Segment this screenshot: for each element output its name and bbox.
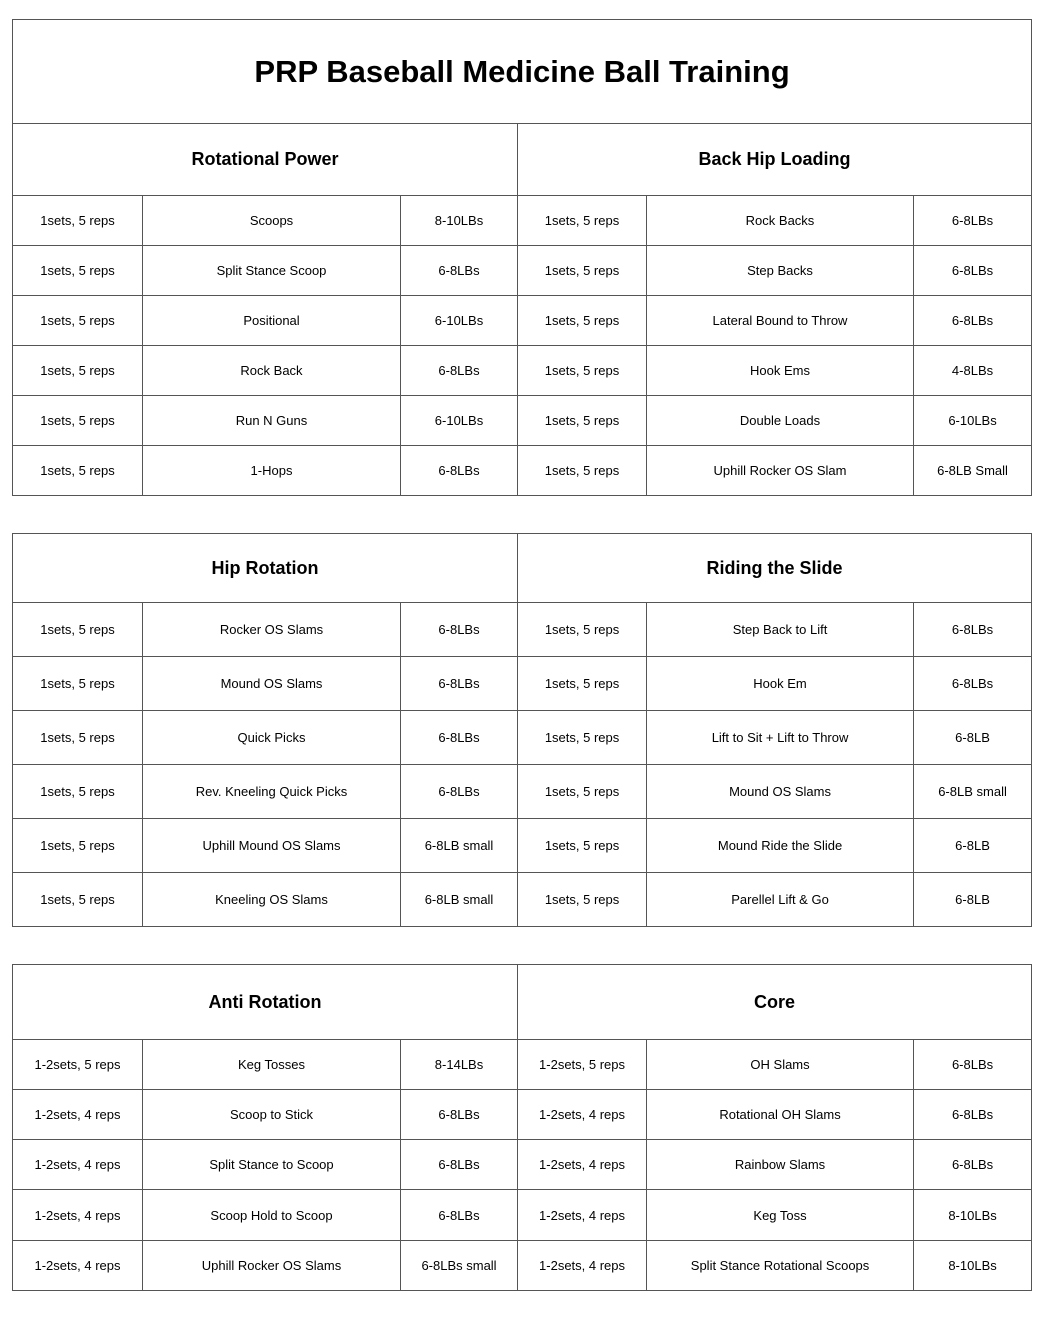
sets-cell: 1-2sets, 4 reps <box>518 1140 647 1190</box>
weight-cell: 6-8LBs <box>401 1140 518 1190</box>
exercise-cell: Parellel Lift & Go <box>647 873 914 927</box>
weight-cell: 6-8LBs <box>401 446 518 496</box>
sets-cell: 1sets, 5 reps <box>518 765 647 819</box>
table-row <box>13 396 1032 446</box>
weight-cell: 6-8LB small <box>401 819 518 873</box>
table-row <box>13 711 1032 765</box>
sets-cell: 1sets, 5 reps <box>13 246 143 296</box>
section-heading-rotational-power: Rotational Power <box>13 124 518 196</box>
exercise-cell: Mound Ride the Slide <box>647 819 914 873</box>
sets-cell: 1sets, 5 reps <box>13 296 143 346</box>
table-row <box>13 765 1032 819</box>
weight-cell: 6-8LBs <box>914 1090 1032 1140</box>
exercise-cell: Positional <box>143 296 401 346</box>
weight-cell: 8-10LBs <box>914 1190 1032 1241</box>
weight-cell: 8-10LBs <box>401 196 518 246</box>
sets-cell: 1-2sets, 5 reps <box>518 1040 647 1090</box>
weight-cell: 6-8LBs <box>914 246 1032 296</box>
table-row <box>13 246 1032 296</box>
weight-cell: 6-8LBs <box>401 346 518 396</box>
exercise-cell: Mound OS Slams <box>143 657 401 711</box>
exercise-cell: Uphill Mound OS Slams <box>143 819 401 873</box>
weight-cell: 6-8LBs <box>401 246 518 296</box>
weight-cell: 6-8LBs <box>401 657 518 711</box>
sets-cell: 1sets, 5 reps <box>518 873 647 927</box>
table-row <box>13 819 1032 873</box>
table-row <box>13 1190 1032 1241</box>
sets-cell: 1sets, 5 reps <box>13 196 143 246</box>
exercise-cell: Keg Toss <box>647 1190 914 1241</box>
section-heading-anti-rotation: Anti Rotation <box>13 965 518 1040</box>
exercise-cell: Uphill Rocker OS Slams <box>143 1241 401 1291</box>
sets-cell: 1-2sets, 4 reps <box>13 1190 143 1241</box>
sets-cell: 1sets, 5 reps <box>518 196 647 246</box>
weight-cell: 4-8LBs <box>914 346 1032 396</box>
exercise-cell: Scoop to Stick <box>143 1090 401 1140</box>
table-row <box>13 657 1032 711</box>
sets-cell: 1-2sets, 4 reps <box>518 1190 647 1241</box>
exercise-cell: Step Back to Lift <box>647 603 914 657</box>
exercise-cell: Run N Guns <box>143 396 401 446</box>
sets-cell: 1sets, 5 reps <box>518 396 647 446</box>
sets-cell: 1sets, 5 reps <box>518 819 647 873</box>
weight-cell: 6-8LBs <box>401 765 518 819</box>
sets-cell: 1-2sets, 4 reps <box>518 1090 647 1140</box>
exercise-cell: Double Loads <box>647 396 914 446</box>
table-row <box>13 873 1032 927</box>
sets-cell: 1sets, 5 reps <box>518 246 647 296</box>
sets-cell: 1sets, 5 reps <box>13 603 143 657</box>
sets-cell: 1-2sets, 5 reps <box>13 1040 143 1090</box>
training-table-3 <box>12 964 1032 1291</box>
sets-cell: 1sets, 5 reps <box>13 396 143 446</box>
table-row <box>13 196 1032 246</box>
weight-cell: 6-10LBs <box>401 296 518 346</box>
exercise-cell: Lift to Sit + Lift to Throw <box>647 711 914 765</box>
exercise-cell: Scoops <box>143 196 401 246</box>
table-row <box>13 1090 1032 1140</box>
sets-cell: 1-2sets, 4 reps <box>13 1090 143 1140</box>
section-heading-riding-the-slide: Riding the Slide <box>518 534 1032 603</box>
section-heading-core: Core <box>518 965 1032 1040</box>
exercise-cell: Scoop Hold to Scoop <box>143 1190 401 1241</box>
exercise-cell: Hook Em <box>647 657 914 711</box>
exercise-cell: Hook Ems <box>647 346 914 396</box>
exercise-cell: Split Stance Rotational Scoops <box>647 1241 914 1291</box>
weight-cell: 6-8LBs <box>401 711 518 765</box>
table-row <box>13 1040 1032 1090</box>
weight-cell: 6-8LBs <box>914 657 1032 711</box>
table-row <box>13 1140 1032 1190</box>
table-row <box>13 446 1032 496</box>
exercise-cell: Kneeling OS Slams <box>143 873 401 927</box>
exercise-cell: Rock Back <box>143 346 401 396</box>
weight-cell: 8-10LBs <box>914 1241 1032 1291</box>
sets-cell: 1sets, 5 reps <box>518 657 647 711</box>
sets-cell: 1sets, 5 reps <box>13 765 143 819</box>
weight-cell: 6-8LB <box>914 873 1032 927</box>
sets-cell: 1sets, 5 reps <box>13 346 143 396</box>
weight-cell: 6-8LBs <box>914 1040 1032 1090</box>
exercise-cell: Rock Backs <box>647 196 914 246</box>
weight-cell: 6-8LBs small <box>401 1241 518 1291</box>
exercise-cell: Rocker OS Slams <box>143 603 401 657</box>
table-row <box>13 346 1032 396</box>
section-heading-hip-rotation: Hip Rotation <box>13 534 518 603</box>
sets-cell: 1sets, 5 reps <box>518 296 647 346</box>
exercise-cell: Split Stance to Scoop <box>143 1140 401 1190</box>
exercise-cell: Rotational OH Slams <box>647 1090 914 1140</box>
weight-cell: 6-8LBs <box>401 603 518 657</box>
table-row <box>13 1241 1032 1291</box>
exercise-cell: Keg Tosses <box>143 1040 401 1090</box>
sets-cell: 1sets, 5 reps <box>518 603 647 657</box>
training-table-2 <box>12 533 1032 927</box>
page-title: PRP Baseball Medicine Ball Training <box>13 20 1032 124</box>
weight-cell: 6-8LBs <box>914 1140 1032 1190</box>
section-heading-back-hip-loading: Back Hip Loading <box>518 124 1032 196</box>
exercise-cell: Quick Picks <box>143 711 401 765</box>
weight-cell: 6-8LB Small <box>914 446 1032 496</box>
exercise-cell: Uphill Rocker OS Slam <box>647 446 914 496</box>
exercise-cell: Rev. Kneeling Quick Picks <box>143 765 401 819</box>
weight-cell: 8-14LBs <box>401 1040 518 1090</box>
training-table-1 <box>12 19 1032 496</box>
exercise-cell: Mound OS Slams <box>647 765 914 819</box>
table-row <box>13 296 1032 346</box>
exercise-cell: Split Stance Scoop <box>143 246 401 296</box>
weight-cell: 6-8LBs <box>914 296 1032 346</box>
weight-cell: 6-8LBs <box>401 1090 518 1140</box>
exercise-cell: OH Slams <box>647 1040 914 1090</box>
weight-cell: 6-8LB small <box>401 873 518 927</box>
sets-cell: 1sets, 5 reps <box>13 446 143 496</box>
weight-cell: 6-10LBs <box>914 396 1032 446</box>
sets-cell: 1sets, 5 reps <box>518 711 647 765</box>
weight-cell: 6-8LBs <box>914 603 1032 657</box>
exercise-cell: Lateral Bound to Throw <box>647 296 914 346</box>
weight-cell: 6-8LB <box>914 819 1032 873</box>
sets-cell: 1sets, 5 reps <box>13 657 143 711</box>
sets-cell: 1sets, 5 reps <box>13 819 143 873</box>
weight-cell: 6-10LBs <box>401 396 518 446</box>
weight-cell: 6-8LB small <box>914 765 1032 819</box>
sets-cell: 1sets, 5 reps <box>518 446 647 496</box>
sets-cell: 1-2sets, 4 reps <box>13 1241 143 1291</box>
sets-cell: 1-2sets, 4 reps <box>518 1241 647 1291</box>
sets-cell: 1sets, 5 reps <box>518 346 647 396</box>
weight-cell: 6-8LB <box>914 711 1032 765</box>
exercise-cell: Step Backs <box>647 246 914 296</box>
table-row <box>13 603 1032 657</box>
sets-cell: 1-2sets, 4 reps <box>13 1140 143 1190</box>
sets-cell: 1sets, 5 reps <box>13 711 143 765</box>
weight-cell: 6-8LBs <box>914 196 1032 246</box>
weight-cell: 6-8LBs <box>401 1190 518 1241</box>
exercise-cell: Rainbow Slams <box>647 1140 914 1190</box>
exercise-cell: 1-Hops <box>143 446 401 496</box>
sets-cell: 1sets, 5 reps <box>13 873 143 927</box>
